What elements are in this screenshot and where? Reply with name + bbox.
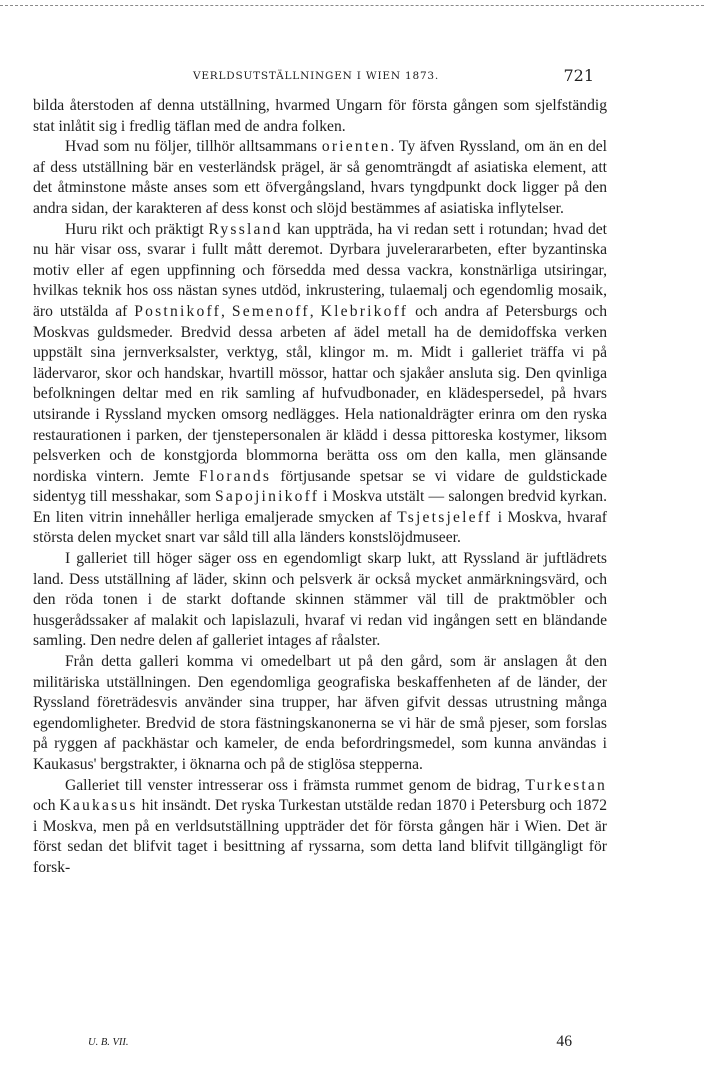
paragraph <box>33 776 607 879</box>
paragraph <box>33 549 607 652</box>
sheet-number: 46 <box>556 1033 572 1050</box>
top-rule <box>0 5 704 6</box>
text-run: bilda återstoden af denna utställning, hvarmed Ungarn för första gången som sjelfständig stat inlåtit sig i fredlig täflan med de andra folken. <box>33 97 607 135</box>
text-run: förtjusande spetsar se vi vidare de guldstickade sidentyg till messhakar, som <box>33 467 607 506</box>
text-run: , <box>309 302 321 320</box>
text-run: Hvad som nu följer, tillhör alltsammans <box>65 138 322 156</box>
text-run: och andra af Petersburgs och Moskvas guldsmeder. Bredvid dessa arbeten af ädel metall ha de demidoffska verken uppstält sina jernverksalster, verktyg, stål, klingor m. m. Midt i galleriet träffa vi på lädervaror, skor och handskar, hvartill mössor, hattar och sjakåer ansluta sig. Den qvinliga befolkningen deltar med en rik samling af hufvudbonader, en klädespersedel, på hvars utsirande i Ryssland mycken omsorg nedlägges. Hela nationaldrägter erinra om den ryska restaurationen i parken, der tjenstepersonalen är klädd i dessa pittoreska kostymer, liksom pelsverken och de konstgjorda blommorna berätta oss om den kalla, men glänsande nordiska vintern. Jemte <box>33 302 608 485</box>
page-number: 721 <box>563 66 594 85</box>
text-run: hit insändt. Det ryska Turkestan utstälde redan 1870 i Petersburg och 1872 i Moskva, men på en verldsutställning uppträder det för första gången här i Wien. Det är först sedan det blifvit taget i besittning af ryssarna, som detta land blifvit tillgängligt för forsk- <box>33 797 608 876</box>
spaced-name: Semenoff <box>231 302 310 320</box>
page-footer <box>88 1033 572 1053</box>
text-run: och <box>33 797 60 815</box>
page-header <box>36 66 596 86</box>
text-run: Huru rikt och präktigt <box>65 220 209 238</box>
paragraph <box>33 137 607 219</box>
spaced-name: Kaukasus <box>59 797 138 815</box>
spaced-name: orienten <box>321 138 391 156</box>
text-run: kan uppträda, ha vi redan sett i rotundan; hvad det nu här visar oss, svarar i fullt mått deremot. Dyrbara juvelerararbeten, efter byzantinska motiv eller af egen uppfinning och försedda med dessa vackra, konstnärliga utsiringar, hvilkas teknik hos oss nästan synes utdöd, inkrustering, tulaemalj och egendomlig mosaik, äro utstälda af <box>33 220 607 320</box>
running-title: VERLDSUTSTÄLLNINGEN I WIEN 1873. <box>192 70 440 82</box>
paragraph <box>33 220 607 550</box>
spaced-name: Turkestan <box>525 776 607 794</box>
text-run: Galleriet till venster intresserar oss i främsta rummet genom de bidrag, <box>65 776 526 794</box>
signature-mark: U. B. VII. <box>88 1037 129 1048</box>
text-run: , <box>221 302 232 320</box>
spaced-name: Florands <box>198 467 272 485</box>
text-run: . Ty äfven Ryssland, om än en del af dess utställning bär en vesterländsk prägel, är så genomträngdt af asiatiska element, att det åtminstone måste anses som ett öfvergångsland, hvars tyngdpunkt dock ligger på den andra sidan, der karakteren af dess konst och slöjd bestämmes af asiatiska inflytelser. <box>33 138 607 217</box>
spaced-name: Ryssland <box>208 220 283 238</box>
spaced-name: Klebrikoff <box>320 302 409 320</box>
text-run: I galleriet till höger säger oss en egendomligt skarp lukt, att Ryssland är juftlädrets land. Dess utställning af läder, skinn och pelsverk är också mycket anmärkningsvärd, och den röda tonen i de starkt doftande skinnen stämmer väl till de praktmöbler och husgerådssaker af malakit och lapislazuli, hvaraf vi redan vid ingången sett en bländande samling. Den nedre delen af galleriet intages af råalster. <box>33 550 607 650</box>
paragraph <box>33 96 607 137</box>
spaced-name: Postnikoff <box>134 302 221 320</box>
paragraph <box>33 652 607 776</box>
text-run: Från detta galleri komma vi omedelbart ut på den gård, som är anslagen åt den militäriska utställningen. Den egendomliga geografiska beskaffenheten af de länder, der Ryssland företrädesvis använder sina trupper, har äfven gifvit dessas utrustning många egendomligheter. Bredvid de stora fästningskanonerna se vi här de små pjeser, som forslas på ryggen af packhästar och kameler, de enda befordringsmedel, som kunna användas i Kaukasus' bergstrakter, i öknarna och på de stiglösa stepperna. <box>33 653 607 773</box>
text-run: i Moskva utstält — salongen bredvid kyrkan. En liten vitrin innehåller herliga emaljerade smycken af <box>33 488 607 526</box>
spaced-name: Tsjetsjeleff <box>397 508 493 526</box>
body-text <box>33 96 607 879</box>
spaced-name: Sapojinikoff <box>215 488 320 506</box>
text-run: i Moskva, hvaraf största delen mycket snart var såld till alla länders konstslöjdmuseer. <box>33 508 607 547</box>
